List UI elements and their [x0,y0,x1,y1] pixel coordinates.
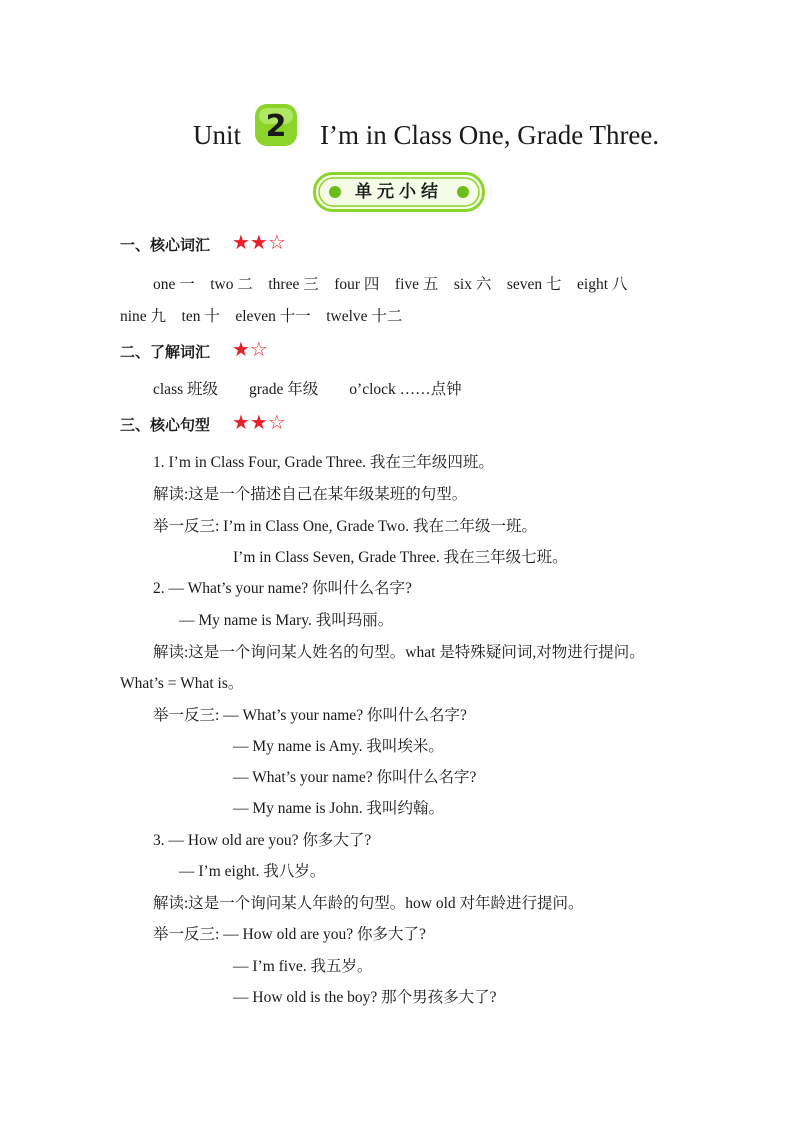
sentence-line: 2. ― What’s your name? 你叫什么名字? [153,580,412,597]
banner-label: 单元小结 [355,182,443,202]
example-line: 举一反三: I’m in Class One, Grade Two. 我在二年级一班。 [153,518,537,535]
section-heading-core-vocab: 一、核心词汇 [120,236,211,254]
example-line: ― My name is Amy. 我叫埃米。 [233,738,444,755]
section-heading-extra-vocab: 二、了解词汇 [120,343,211,361]
example-line: ― My name is John. 我叫约翰。 [233,800,444,817]
unit-number-badge [253,102,299,148]
sentence-line: ― My name is Mary. 我叫玛丽。 [179,612,394,629]
example-line: ― How old is the boy? 那个男孩多大了? [233,989,497,1006]
star-rating: ★☆ [232,337,268,361]
vocab-line: one 一 two 二 three 三 four 四 five 五 six 六 seven 七 eight 八 [153,276,628,293]
explanation-line: 解读:这是一个询问某人年龄的句型。how old 对年龄进行提问。 [153,895,584,912]
star-rating: ★★☆ [232,230,286,254]
sentence-line: ― I’m eight. 我八岁。 [179,863,326,880]
explanation-line: 解读:这是一个询问某人姓名的句型。what 是特殊疑问词,对物进行提问。 [153,644,645,661]
section-heading-core-sentences: 三、核心句型 [120,416,211,434]
sentence-line: 1. I’m in Class Four, Grade Three. 我在三年级四班。 [153,454,494,471]
unit-label: Unit [193,120,242,150]
example-line: I’m in Class Seven, Grade Three. 我在三年级七班。 [233,549,568,566]
star-rating: ★★☆ [232,410,286,434]
explanation-line: 解读:这是一个描述自己在某年级某班的句型。 [153,486,468,503]
example-line: 举一反三: ― How old are you? 你多大了? [153,926,426,943]
vocab-line: class 班级 grade 年级 o’clock ……点钟 [153,381,462,398]
unit-number: 2 [265,109,287,144]
example-line: 举一反三: ― What’s your name? 你叫什么名字? [153,707,467,724]
example-line: ― What’s your name? 你叫什么名字? [233,769,477,786]
sentence-line: 3. ― How old are you? 你多大了? [153,832,372,849]
page-title: I’m in Class One, Grade Three. [320,120,660,150]
vocab-line: nine 九 ten 十 eleven 十一 twelve 十二 [120,308,403,325]
example-line: ― I’m five. 我五岁。 [233,958,373,975]
explanation-line: What’s = What is。 [120,675,244,692]
